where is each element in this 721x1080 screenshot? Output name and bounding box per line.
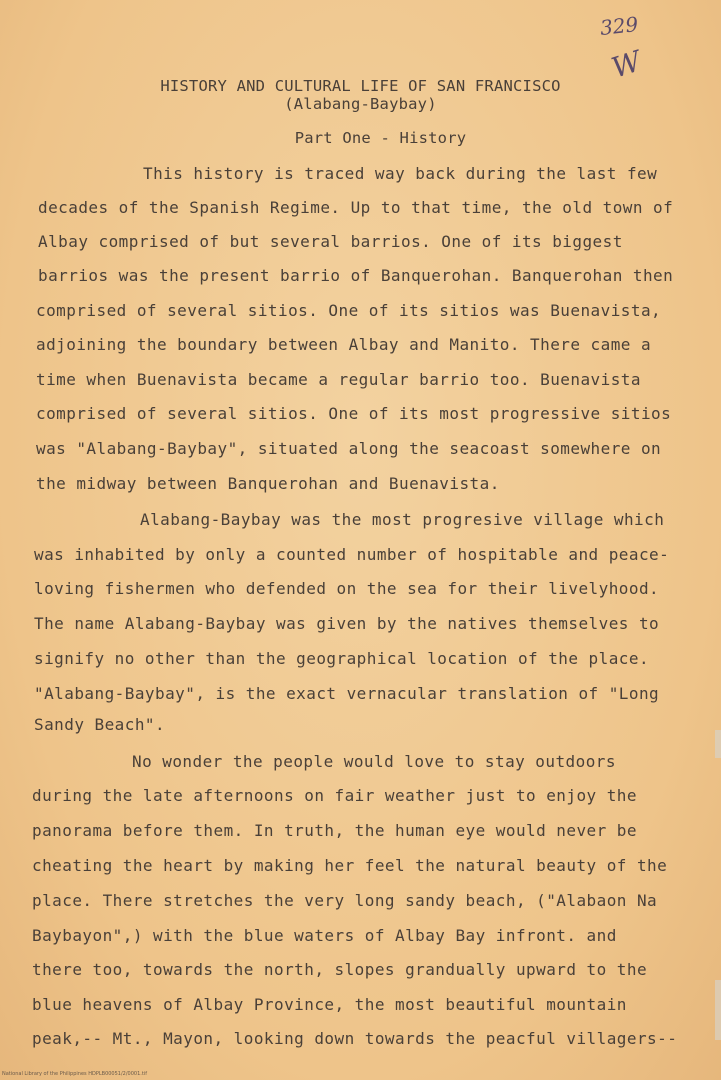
scan-footer: National Library of the Philippines HDPLB00051/2/0001.tif: [2, 1071, 147, 1077]
document-subtitle: (Alabang-Baybay): [284, 95, 437, 113]
text-line: adjoining the boundary between Albay and Manito. There came a: [36, 335, 652, 354]
text-line: "Alabang-Baybay", is the exact vernacular translation of "Long: [34, 684, 660, 703]
paper-edge-mark: [715, 980, 721, 1040]
text-line: panorama before them. In truth, the human eye would never be: [32, 821, 637, 840]
handwritten-page-number: 329: [598, 12, 640, 40]
text-line: decades of the Spanish Regime. Up to that time, the old town of: [38, 198, 674, 217]
text-line: signify no other than the geographical location of the place.: [34, 649, 650, 668]
text-line: The name Alabang-Baybay was given by the natives themselves to: [34, 614, 660, 633]
text-line: barrios was the present barrio of Banquerohan. Banquerohan then: [38, 266, 674, 285]
text-line: loving fishermen who defended on the sea for their livelyhood.: [34, 579, 660, 598]
text-line: cheating the heart by making her feel the natural beauty of the: [32, 856, 668, 875]
text-line: during the late afternoons on fair weather just to enjoy the: [32, 786, 637, 805]
document-title: HISTORY AND CULTURAL LIFE OF SAN FRANCISCO: [160, 77, 561, 95]
text-line: peak,-- Mt., Mayon, looking down towards the peacful villagers--: [32, 1029, 678, 1048]
text-line: This history is traced way back during the last few: [143, 164, 658, 183]
text-line: was "Alabang-Baybay", situated along the seacoast somewhere on: [36, 439, 662, 458]
paper-edge-mark: [715, 730, 721, 758]
handwritten-initials: W: [607, 44, 646, 85]
text-line: blue heavens of Albay Province, the most beautiful mountain: [32, 995, 627, 1014]
text-line: was inhabited by only a counted number of hospitable and peace-: [34, 545, 670, 564]
section-heading: Part One - History: [294, 129, 467, 147]
text-line: place. There stretches the very long sandy beach, ("Alabaon Na: [32, 891, 658, 910]
text-line: time when Buenavista became a regular barrio too. Buenavista: [36, 370, 641, 389]
text-line: comprised of several sitios. One of its sitios was Buenavista,: [36, 301, 662, 320]
text-line: No wonder the people would love to stay outdoors: [132, 752, 616, 771]
text-line: Albay comprised of but several barrios. One of its biggest: [38, 232, 623, 251]
text-line: Alabang-Baybay was the most progresive village which: [140, 510, 665, 529]
text-line: the midway between Banquerohan and Buenavista.: [36, 474, 500, 493]
text-line: comprised of several sitios. One of its most progressive sitios: [36, 404, 672, 423]
text-line: Baybayon",) with the blue waters of Albay Bay infront. and: [32, 926, 617, 945]
text-line: there too, towards the north, slopes grandually upward to the: [32, 960, 648, 979]
text-line: Sandy Beach".: [34, 715, 166, 734]
